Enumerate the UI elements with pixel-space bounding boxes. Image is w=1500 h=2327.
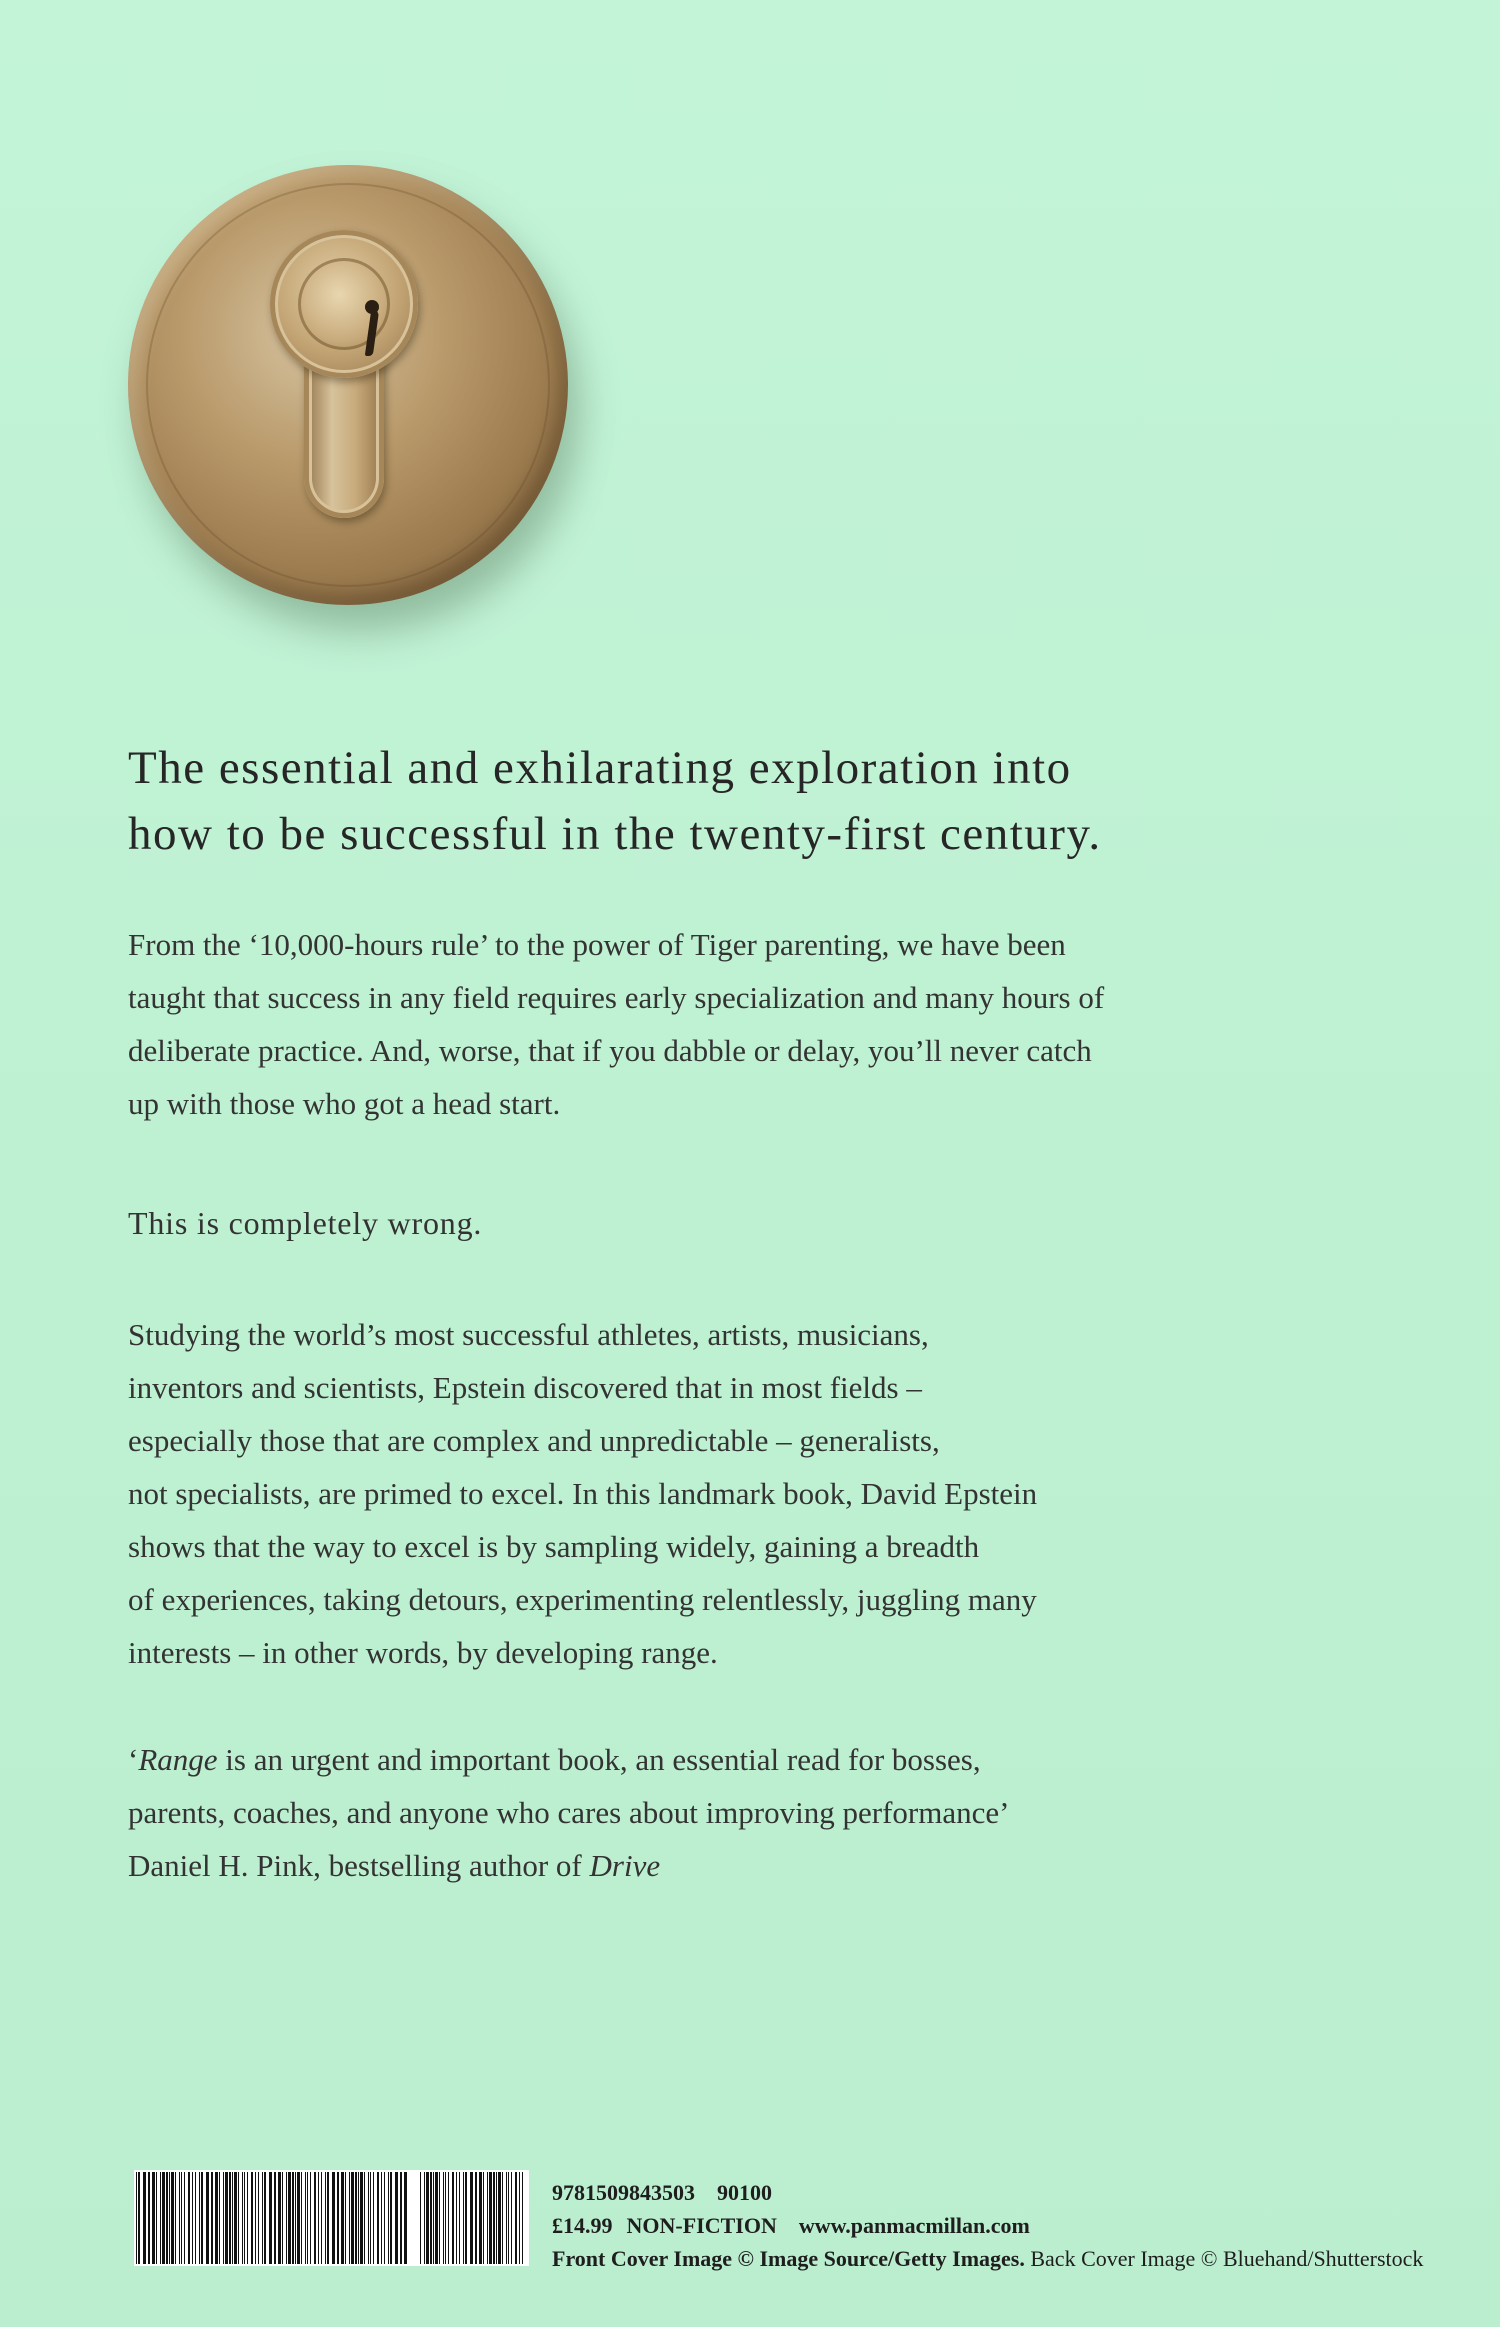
back-cover-credit: Back Cover Image © Bluehand/Shutterstock	[1030, 2246, 1424, 2271]
lock-cylinder	[270, 230, 418, 520]
blurb-line: of experiences, taking detours, experimenting relentlessly, juggling many	[128, 1582, 1037, 1617]
quote-text: is an urgent and important book, an essential read for bosses,	[217, 1742, 981, 1777]
category: NON-FICTION	[626, 2213, 777, 2238]
front-cover-credit: Front Cover Image © Image Source/Getty Images.	[552, 2246, 1025, 2271]
imprint-info	[552, 2176, 1423, 2275]
headline	[128, 735, 1388, 867]
price: £14.99	[552, 2213, 613, 2238]
headline-line: how to be successful in the twenty-first century.	[128, 808, 1102, 860]
blurb-paragraph-2	[128, 1197, 1378, 1250]
blurb-line: not specialists, are primed to excel. In this landmark book, David Epstein	[128, 1476, 1038, 1511]
credits-line	[552, 2242, 1423, 2275]
quote-book-title: Range	[138, 1742, 218, 1777]
blurb-line: shows that the way to excel is by sampling widely, gaining a breadth	[128, 1529, 980, 1564]
blurb-line: taught that success in any field requires early specialization and many hours of	[128, 980, 1105, 1015]
blurb-line: This is completely wrong.	[128, 1205, 483, 1241]
price-code: 90100	[717, 2180, 772, 2205]
isbn-number: 9781509843503	[552, 2180, 695, 2205]
isbn-line	[552, 2176, 1423, 2209]
barcode-bars	[134, 2170, 529, 2266]
isbn-barcode	[134, 2170, 529, 2266]
blurb-line: interests – in other words, by developing range.	[128, 1635, 718, 1670]
blurb-line: up with those who got a head start.	[128, 1086, 561, 1121]
blurb-line: Studying the world’s most successful athletes, artists, musicians,	[128, 1317, 929, 1352]
keyhole-icon	[362, 300, 382, 358]
quote-open-mark: ‘	[128, 1742, 139, 1777]
headline-line: The essential and exhilarating exploration into	[128, 742, 1072, 794]
blurb-line: From the ‘10,000-hours rule’ to the power of Tiger parenting, we have been	[128, 927, 1066, 962]
blurb-paragraph-1	[128, 918, 1378, 1130]
blurb-line: inventors and scientists, Epstein discovered that in most fields –	[128, 1370, 922, 1405]
lock-escutcheon-image	[128, 165, 568, 605]
attribution-book-title: Drive	[589, 1848, 661, 1883]
blurb-paragraph-3	[128, 1308, 1378, 1679]
endorsement-quote	[128, 1733, 1378, 1892]
quote-attribution	[128, 1839, 1378, 1892]
blurb-line: especially those that are complex and unpredictable – generalists,	[128, 1423, 940, 1458]
publisher-website: www.panmacmillan.com	[798, 2213, 1030, 2238]
quote-line	[128, 1733, 1378, 1786]
cylinder-core	[298, 258, 390, 350]
attribution-text: Daniel H. Pink, bestselling author of	[128, 1848, 590, 1883]
blurb-line: deliberate practice. And, worse, that if you dabble or delay, you’ll never catch	[128, 1033, 1092, 1068]
quote-line: parents, coaches, and anyone who cares about improving performance’	[128, 1795, 1010, 1830]
price-line	[552, 2209, 1423, 2242]
